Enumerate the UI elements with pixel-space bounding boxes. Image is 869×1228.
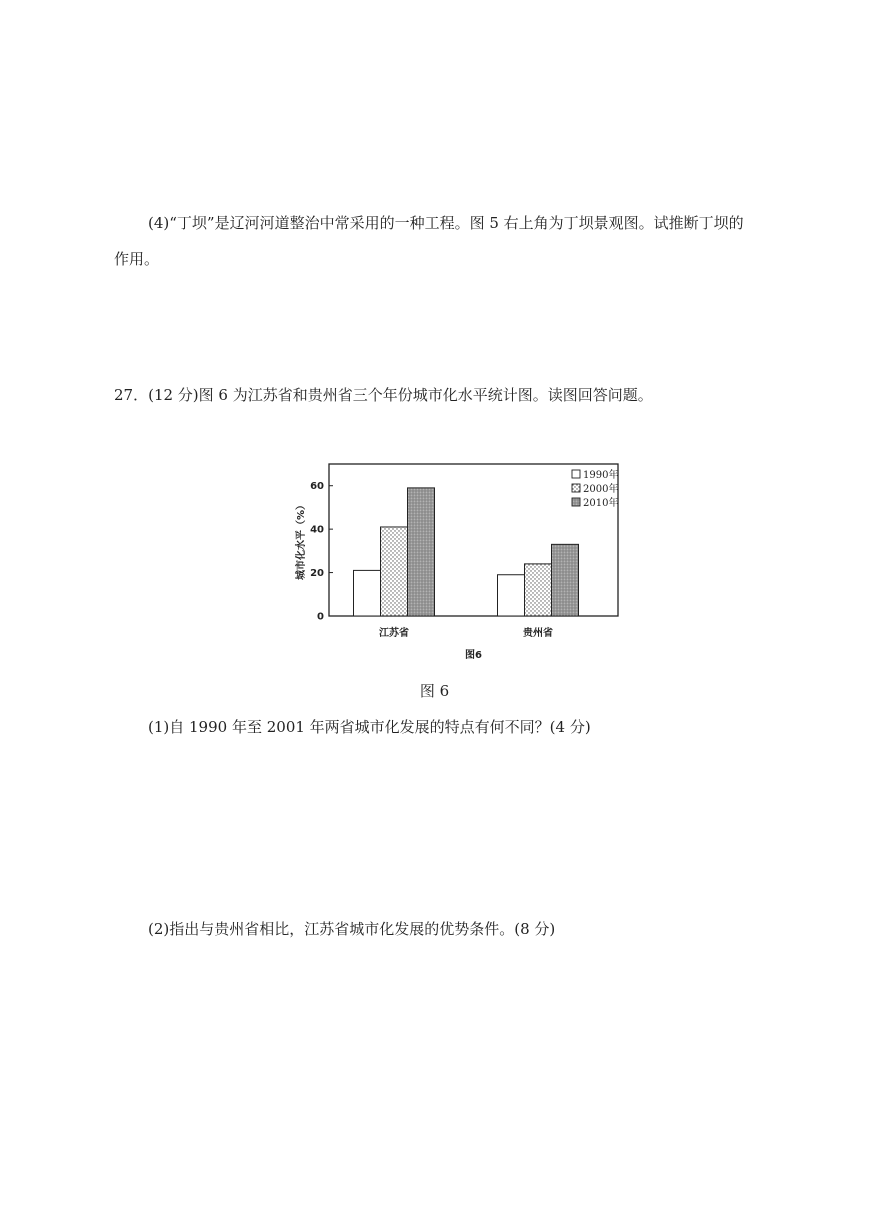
- sub-question-2: (2)指出与贵州省相比，江苏省城市化发展的优势条件。(8 分): [148, 920, 556, 938]
- legend-label: 2000年: [583, 484, 619, 495]
- x-category-label: 江苏省: [379, 628, 409, 639]
- bar-0-0: [354, 570, 381, 616]
- y-tick-label: 20: [310, 568, 324, 580]
- legend-swatch: [572, 498, 580, 506]
- y-tick-label: 40: [310, 524, 324, 536]
- question-4-text-line1: (4)“丁坝”是辽河河道整治中常采用的一种工程。图 5 右上角为丁坝景观图。试推断丁坝的: [148, 214, 744, 232]
- question-27-title: 27．(12 分)图 6 为江苏省和贵州省三个年份城市化水平统计图。读图回答问题。: [114, 386, 653, 404]
- legend-label: 2010年: [583, 498, 619, 509]
- urbanization-bar-chart: [280, 448, 640, 670]
- legend-label: 1990年: [583, 470, 619, 481]
- sub-question-1: (1)自 1990 年至 2001 年两省城市化发展的特点有何不同？(4 分): [148, 718, 591, 736]
- question-4-text-line2: 作用。: [114, 250, 160, 268]
- x-category-label: 贵州省: [523, 628, 553, 639]
- bar-1-2: [552, 544, 579, 616]
- legend-swatch: [572, 470, 580, 478]
- chart-title: 图6: [465, 650, 482, 661]
- figure-caption: 图 6: [419, 682, 450, 700]
- bar-1-0: [498, 575, 525, 616]
- bar-0-1: [381, 527, 408, 616]
- legend-swatch: [572, 484, 580, 492]
- y-tick-label: 0: [317, 611, 324, 623]
- bar-0-2: [408, 488, 435, 616]
- y-axis-label: 城市化水平（%）: [296, 499, 307, 581]
- bar-1-1: [525, 564, 552, 616]
- y-tick-label: 60: [310, 481, 324, 493]
